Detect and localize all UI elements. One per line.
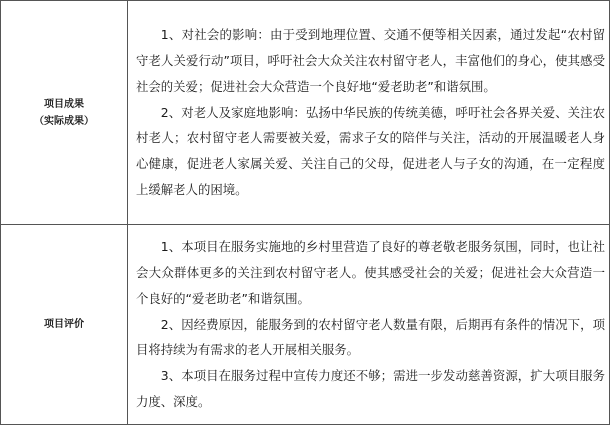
row-label-cell: [1, 1, 128, 225]
paragraph: 1、本项目在服务实施地的乡村里营造了良好的尊老敬老服务氛围，同时，也让社会大众群体更多的关注到农村留守老人。使其感受社会的关爱；促进社会大众营造一个良好的“爱老助老”和谐氛围。: [136, 238, 605, 306]
paragraph: 2、因经费原因，能服务到的农村留守老人数量有限，后期再有条件的情况下，项目将持续为有需求的老人开展相关服务。: [136, 316, 605, 358]
table-row: [1, 225, 610, 425]
row-content-cell: [128, 1, 610, 225]
row-label-cell: [1, 225, 128, 425]
row-content-cell: [128, 225, 610, 425]
paragraph: 2、对老人及家庭地影响：弘扬中华民族的传统美德，呼吁社会各界关爱、关注农村老人；农村留守老人需要被关爱，需求子女的陪伴与关注，活动的开展温暖老人身心健康，促进老人家属关爱、关注自己的父母，促进老人与子女的沟通，在一定程度上缓解老人的困境。: [136, 104, 605, 198]
table-row: [1, 1, 610, 225]
row-sublabel: （实际成果）: [34, 115, 94, 127]
paragraph: 3、本项目在服务过程中宣传力度还不够；需进一步发动慈善资源，扩大项目服务力度、深度。: [136, 368, 605, 410]
row-label: 项目评价: [44, 319, 84, 330]
paragraph: 1、对社会的影响：由于受到地理位置、交通不便等相关因素，通过发起“农村留守老人关爱行动”项目，呼吁社会大众关注农村留守老人，丰富他们的身心，使其感受社会的关爱；促进社会大众营造一个良好地“爱老助老”和谐氛围。: [136, 26, 605, 94]
row-label: 项目成果: [44, 98, 84, 110]
